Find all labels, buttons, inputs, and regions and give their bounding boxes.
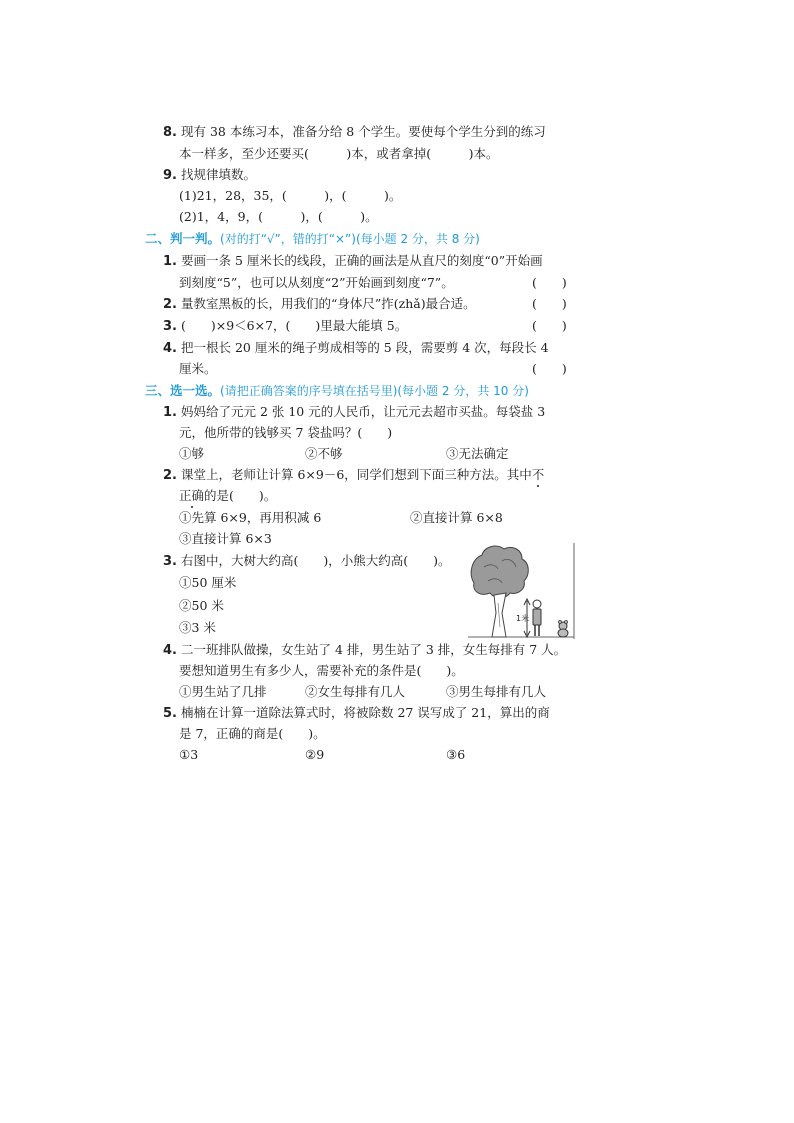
choice-5-line2: 是 7，正确的商是( )。: [179, 726, 326, 741]
section2-note: (对的打“√”，错的打“×”)(每小题 2 分，共 8 分): [220, 232, 480, 246]
choice-1-option-3[interactable]: ③无法确定: [446, 446, 509, 461]
choice-1-text: 妈妈给了元元 2 张 10 元的人民币，让元元去超市买盐。每袋盐 3: [180, 404, 546, 419]
choice-2-line2: [179, 488, 276, 504]
choice-2-option-1[interactable]: ①先算 6×9，再用积减 6: [179, 510, 322, 525]
choice-2-option-2[interactable]: ②直接计算 6×8: [410, 510, 503, 525]
choice-5-option-1[interactable]: ①3: [179, 747, 199, 762]
meter-label: 1米: [516, 614, 530, 623]
tree-bear-figure: [466, 543, 576, 639]
choice-5-option-2[interactable]: ②9: [305, 747, 325, 762]
choice-2-text-2: 的是( )。: [204, 488, 277, 503]
judge-3-answer[interactable]: ( ): [532, 318, 567, 333]
choice-2-line1: [163, 467, 544, 484]
choice-4-option-3[interactable]: ③男生每排有几人: [446, 684, 547, 699]
judge-1-line1: [163, 253, 543, 270]
choice-5-line1: [163, 705, 550, 722]
judge-4-text: 把一根长 20 厘米的绳子剪成相等的 5 段，需要剪 4 次，每段长 4: [180, 340, 549, 355]
section2-heading: [145, 231, 480, 247]
judge-2-text: 量教室黑板的长，用我们的“身体尺”拃(zhǎ)最合适。: [180, 296, 476, 311]
judge-2-answer[interactable]: ( ): [532, 296, 567, 311]
q9-title-text: 找规律填数。: [180, 167, 256, 182]
q8-line1: [163, 124, 546, 141]
judge-1-line2: 到刻度“5”，也可以从刻度“2”开始画到刻度“7”。: [179, 275, 454, 290]
judge-3-text: ( )×9＜6×7，( )里最大能填 5。: [180, 318, 408, 333]
judge-4-line1: [163, 340, 549, 357]
choice-5-text: 楠楠在计算一道除法算式时，将被除数 27 误写成了 21，算出的商: [180, 705, 550, 720]
q9-number: 9.: [163, 168, 177, 183]
choice-1-number: 1.: [163, 405, 177, 420]
choice-4-number: 4.: [163, 643, 177, 658]
choice-3-option-3[interactable]: ③3 米: [179, 620, 216, 635]
section3-title: 三、选一选。: [145, 383, 221, 398]
section2-title: 二、判一判。: [145, 231, 221, 246]
judge-2-line1: [163, 296, 476, 313]
q9-sub1: (1)21，28，35，( )，( )。: [179, 188, 402, 203]
choice-4-option-1[interactable]: ①男生站了几排: [179, 684, 267, 699]
choice-4-option-2[interactable]: ②女生每排有几人: [305, 684, 406, 699]
choice-2-option-3[interactable]: ③直接计算 6×3: [179, 531, 272, 546]
choice-5-number: 5.: [163, 706, 177, 721]
choice-1-option-2[interactable]: ②不够: [305, 446, 343, 461]
section3-note: (请把正确答案的序号填在括号里)(每小题 2 分，共 10 分): [220, 384, 529, 398]
judge-3-line1: [163, 318, 407, 335]
child-icon: [533, 600, 541, 636]
judge-1-answer[interactable]: ( ): [532, 275, 567, 290]
judge-4-number: 4.: [163, 341, 177, 356]
choice-3-option-1[interactable]: ①50 厘米: [179, 575, 237, 590]
choice-1-line1: [163, 404, 545, 421]
choice-3-line1: [163, 553, 451, 570]
q8-number: 8.: [163, 125, 177, 140]
choice-1-line2: 元，他所带的钱够买 7 袋盐吗？( ): [179, 425, 393, 440]
one-meter-marker: [516, 599, 530, 637]
choice-2-text: 课堂上，老师让计算 6×9－6，同学们想到下面三种方法。其中: [180, 467, 532, 482]
judge-2-number: 2.: [163, 297, 177, 312]
choice-3-number: 3.: [163, 554, 177, 569]
choice-3-option-2[interactable]: ②50 米: [179, 598, 224, 613]
q8-text-1: 现有 38 本练习本，准备分给 8 个学生。要使每个学生分到的练习: [180, 124, 546, 139]
q9-title: [163, 167, 256, 184]
choice-4-line2: 要想知道男生有多少人，需要补充的条件是( )。: [179, 663, 464, 678]
choice-4-text: 二一班排队做操，女生站了 4 排，男生站了 3 排，女生每排有 7 人。: [180, 642, 567, 657]
judge-4-line2: 厘米。: [179, 361, 217, 376]
judge-4-answer[interactable]: ( ): [532, 361, 567, 376]
q8-line2: 本一样多，至少还要买( )本，或者拿掉( )本。: [179, 146, 499, 161]
choice-2-emphasis-2: 正确: [179, 488, 205, 503]
tree-illustration: [466, 543, 576, 639]
judge-1-text: 要画一条 5 厘米长的线段，正确的画法是从直尺的刻度“0”开始画: [180, 253, 543, 268]
choice-5-option-3[interactable]: ③6: [446, 747, 466, 762]
section3-heading: [145, 383, 529, 399]
choice-4-line1: [163, 642, 566, 659]
judge-1-number: 1.: [163, 254, 177, 269]
tree-icon: [471, 546, 528, 637]
judge-3-number: 3.: [163, 319, 177, 334]
bear-icon: [558, 621, 568, 638]
choice-2-emphasis-1: 不: [531, 467, 545, 482]
q9-sub2: (2)1，4，9，( )，( )。: [179, 209, 378, 224]
choice-1-option-1[interactable]: ①够: [179, 446, 205, 461]
choice-2-number: 2.: [163, 468, 177, 483]
choice-3-text: 右图中，大树大约高( )，小熊大约高( )。: [180, 553, 451, 568]
